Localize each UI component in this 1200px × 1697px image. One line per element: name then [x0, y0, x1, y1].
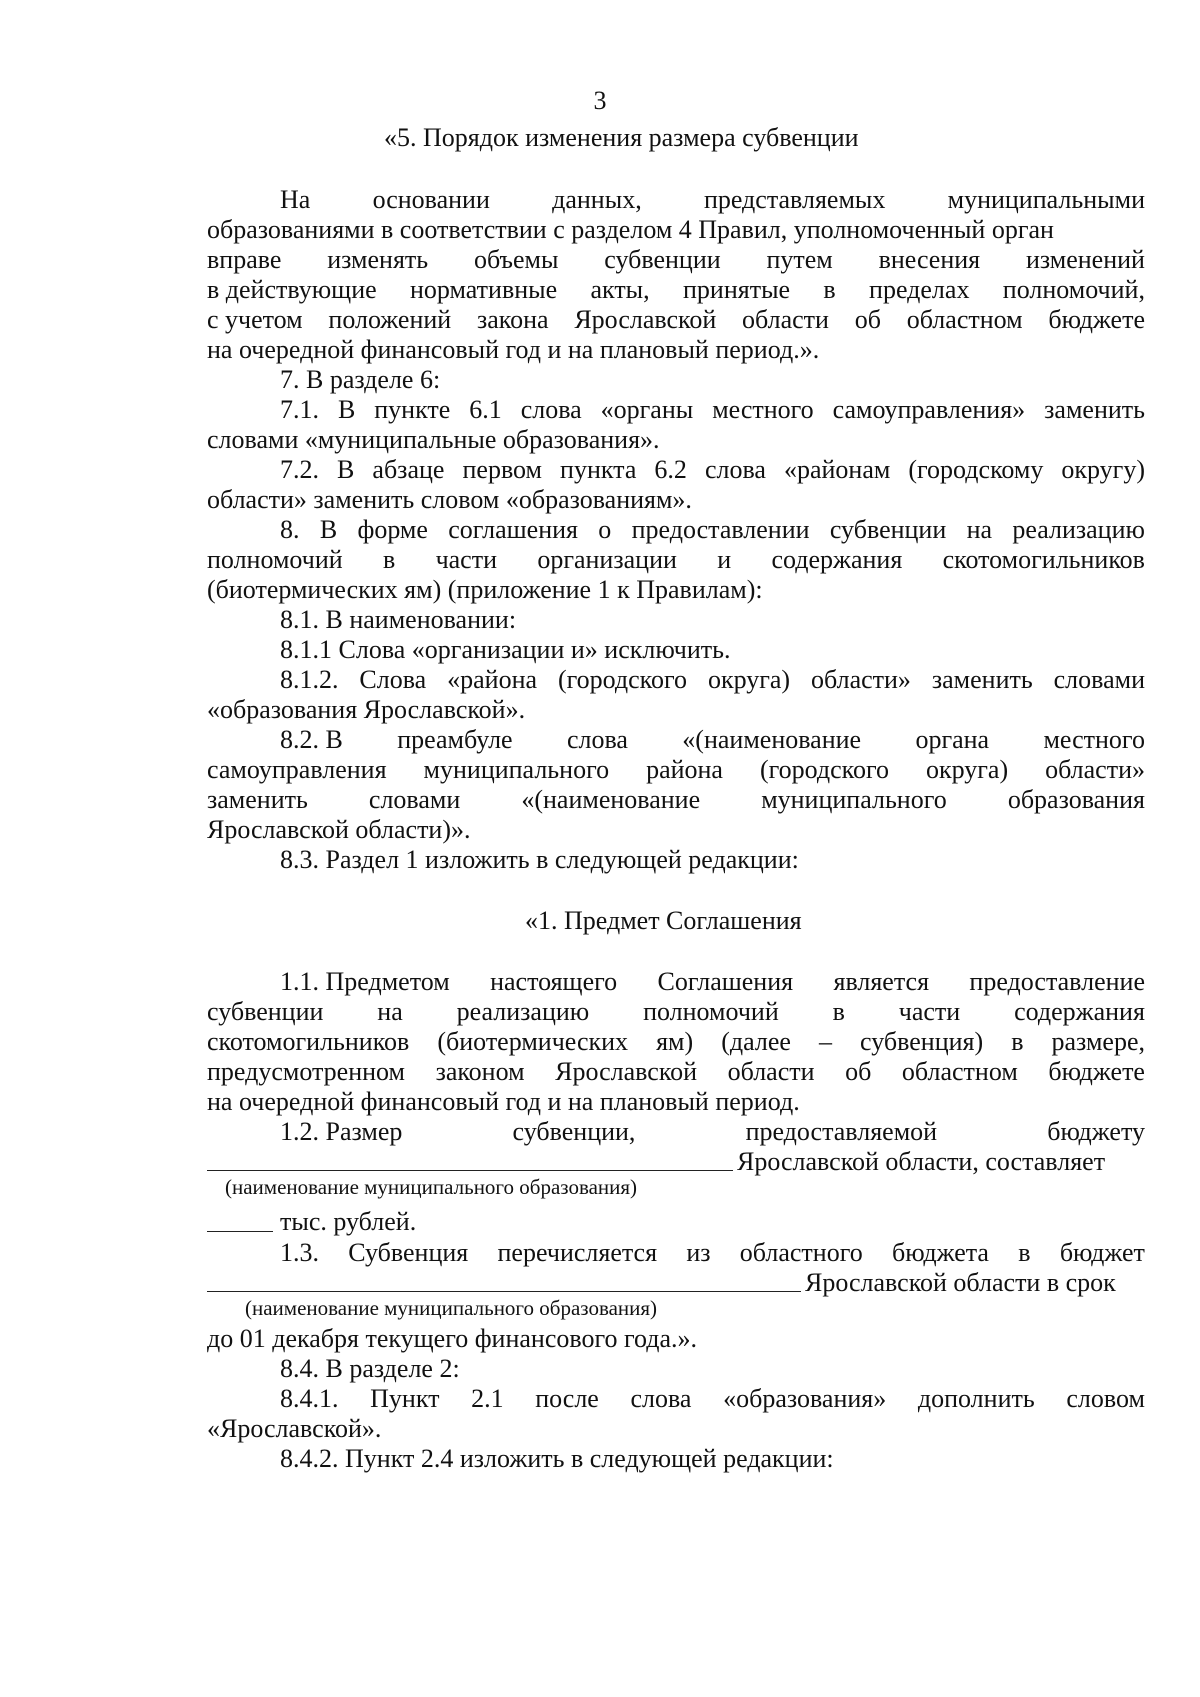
word: пределах	[869, 275, 970, 304]
agreement-heading: «1. Предмет Соглашения	[525, 906, 802, 935]
word: в	[1018, 1238, 1031, 1267]
word: изменений	[1025, 245, 1145, 274]
word: Субвенция	[348, 1238, 469, 1267]
word: скотомогильников	[942, 545, 1145, 574]
justified-line	[280, 513, 1145, 546]
word: Слова	[359, 665, 427, 694]
word: «органы	[600, 395, 694, 424]
word: предоставление	[969, 967, 1145, 996]
word: округу)	[1061, 455, 1145, 484]
word: –	[818, 1027, 832, 1056]
word: настоящего	[490, 967, 618, 996]
word: объемы	[473, 245, 559, 274]
text-line: Ярославской области)».	[207, 815, 471, 844]
word: субвенция)	[860, 1027, 984, 1056]
text-line: 8.1.1 Слова «организации и» исключить.	[280, 635, 731, 664]
word: из	[686, 1238, 711, 1267]
word: представляемых	[703, 185, 886, 214]
word: заменить	[931, 665, 1033, 694]
justified-line	[207, 243, 1145, 276]
word: В	[337, 395, 356, 424]
word: путем	[766, 245, 833, 274]
word: размере,	[1051, 1027, 1145, 1056]
word: положений	[328, 305, 452, 334]
word: на	[377, 997, 403, 1026]
word: организации	[537, 545, 677, 574]
word: преамбуле	[397, 725, 513, 754]
word: субвенции	[829, 515, 947, 544]
word: «районам	[783, 455, 891, 484]
word: полномочий	[207, 545, 343, 574]
justified-line	[280, 453, 1145, 486]
word: содержания	[771, 545, 903, 574]
word: 7.2.	[280, 455, 319, 484]
word: местного	[1043, 725, 1145, 754]
word: самоуправления»	[832, 395, 1026, 424]
word: слова	[704, 455, 766, 484]
justified-line	[280, 1382, 1145, 1415]
word: полномочий	[643, 997, 779, 1026]
word: об	[845, 1057, 872, 1086]
justified-line	[280, 393, 1145, 426]
word: дополнить	[917, 1384, 1035, 1413]
item-title: 7. В разделе 6:	[280, 365, 441, 394]
word: и	[717, 545, 732, 574]
justified-line	[207, 543, 1145, 576]
word: Соглашения	[657, 967, 794, 996]
text-line: «Ярославской».	[207, 1414, 382, 1443]
text-line: Ярославской области в срок	[805, 1268, 1116, 1297]
justified-line	[207, 753, 1145, 786]
justified-line	[280, 1115, 1145, 1148]
word: На	[280, 185, 311, 214]
word: муниципального	[423, 755, 610, 784]
justified-line	[207, 303, 1145, 336]
word: акты,	[590, 275, 650, 304]
word: субвенции	[207, 997, 324, 1026]
justified-line	[280, 183, 1145, 216]
word: части	[898, 997, 961, 1026]
justified-line	[280, 723, 1145, 756]
word: 8.4.1.	[280, 1384, 339, 1413]
word: области	[727, 1057, 815, 1086]
word: перечисляется	[497, 1238, 658, 1267]
word: после	[535, 1384, 599, 1413]
word: 8.2. В	[280, 725, 343, 754]
word: Ярославской	[555, 1057, 698, 1086]
word: субвенции	[604, 245, 721, 274]
text-line: словами «муниципальные образования».	[207, 425, 660, 454]
word: реализацию	[456, 997, 590, 1026]
text-line: до 01 декабря текущего финансового года.».	[207, 1324, 698, 1353]
word: слова	[520, 395, 582, 424]
word: «района	[447, 665, 538, 694]
text-line: «образования Ярославской».	[207, 695, 526, 724]
word: 7.1.	[280, 395, 319, 424]
word: (биотермических	[437, 1027, 629, 1056]
word: содержания	[1014, 997, 1145, 1026]
word: областном	[901, 1057, 1018, 1086]
word: пункта	[560, 455, 637, 484]
word: является	[833, 967, 930, 996]
text-line: 8.3. Раздел 1 изложить в следующей редакции:	[280, 845, 799, 874]
word: нормативные	[410, 275, 558, 304]
word: скотомогильников	[207, 1027, 410, 1056]
justified-line	[280, 965, 1145, 998]
text-line: Ярославской области, составляет	[737, 1147, 1106, 1176]
word: полномочий,	[1002, 275, 1145, 304]
caption: (наименование муниципального образования)	[225, 1175, 638, 1199]
word: бюджете	[1048, 305, 1145, 334]
text-line: на очередной финансовый год и на плановый период.».	[207, 335, 820, 364]
word: 6.1	[469, 395, 502, 424]
caption: (наименование муниципального образования)	[245, 1296, 658, 1320]
word: области»	[1045, 755, 1145, 784]
word: с учетом	[207, 305, 303, 334]
word: в	[1011, 1027, 1024, 1056]
word: муниципального	[761, 785, 947, 814]
word: в	[382, 545, 396, 574]
word: предоставлении	[631, 515, 810, 544]
word: округа)	[925, 755, 1009, 784]
word: принятые	[683, 275, 791, 304]
justified-line	[207, 1025, 1145, 1058]
word: бюджета	[892, 1238, 989, 1267]
text-line: 8.1. В наименовании:	[280, 605, 517, 634]
word: 8.	[280, 515, 300, 544]
word: области	[742, 305, 829, 334]
word: субвенции,	[512, 1117, 636, 1146]
word: предусмотренном	[207, 1057, 405, 1086]
word: основании	[372, 185, 490, 214]
word: 1.1. Предметом	[280, 967, 450, 996]
justified-line	[207, 783, 1145, 816]
word: слова	[566, 725, 628, 754]
word: на	[966, 515, 993, 544]
justified-line	[280, 663, 1145, 696]
text-line: на очередной финансовый год и на плановый период.	[207, 1087, 800, 1116]
word: самоуправления	[207, 755, 387, 784]
justified-line	[207, 1055, 1145, 1088]
text-line: области» заменить словом «образованиям».	[207, 485, 692, 514]
word: (далее	[721, 1027, 791, 1056]
text-line: (биотермических ям) (приложение 1 к Правилам):	[207, 575, 763, 604]
fill-in-blank-line	[207, 1231, 273, 1232]
word: вправе	[207, 245, 282, 274]
word: 1.3.	[280, 1238, 319, 1267]
word: области»	[811, 665, 911, 694]
word: местного	[712, 395, 814, 424]
word: пункте	[374, 395, 451, 424]
word: (городскому	[908, 455, 1044, 484]
word: изменять	[327, 245, 429, 274]
word: соглашения	[448, 515, 578, 544]
word: «(наименование	[682, 725, 862, 754]
word: (городского	[557, 665, 688, 694]
word: абзаце	[372, 455, 445, 484]
fill-in-blank-line	[207, 1291, 801, 1292]
justified-line	[207, 273, 1145, 306]
text-line: 8.4.2. Пункт 2.4 изложить в следующей редакции:	[280, 1444, 834, 1473]
word: законом	[435, 1057, 525, 1086]
word: внесения	[878, 245, 981, 274]
justified-line	[207, 995, 1145, 1028]
word: органа	[915, 725, 990, 754]
word: части	[435, 545, 497, 574]
word: в	[832, 997, 845, 1026]
text-line: образованиями в соответствии с разделом 4 Правил, уполномоченный орган	[207, 215, 1054, 244]
word: реализацию	[1012, 515, 1145, 544]
text-line: тыс. рублей.	[280, 1207, 417, 1236]
word: словом	[1066, 1384, 1145, 1413]
word: ям)	[656, 1027, 694, 1056]
word: В	[319, 515, 338, 544]
word: В	[337, 455, 355, 484]
word: слова	[630, 1384, 692, 1413]
word: 2.1	[471, 1384, 504, 1413]
word: заменить	[1044, 395, 1145, 424]
word: «образования»	[723, 1384, 887, 1413]
fill-in-blank-line	[207, 1170, 733, 1171]
word: образования	[1007, 785, 1145, 814]
word: в	[823, 275, 836, 304]
word: 8.1.2.	[280, 665, 339, 694]
word: об	[854, 305, 881, 334]
word: областного	[739, 1238, 863, 1267]
word: заменить	[207, 785, 308, 814]
item-title: 8.4. В разделе 2:	[280, 1354, 460, 1383]
word: Пункт	[370, 1384, 440, 1413]
word: в действующие	[207, 275, 377, 304]
word: 1.2. Размер	[280, 1117, 403, 1146]
word: 6.2	[654, 455, 687, 484]
word: Ярославской	[574, 305, 717, 334]
word: закона	[476, 305, 549, 334]
word: «(наименование	[521, 785, 701, 814]
word: форме	[357, 515, 428, 544]
word: бюджету	[1047, 1117, 1145, 1146]
word: предоставляемой	[745, 1117, 938, 1146]
justified-line	[280, 1236, 1145, 1269]
word: словами	[368, 785, 461, 814]
word: бюджет	[1059, 1238, 1145, 1267]
page-number: 3	[593, 86, 607, 115]
word: бюджете	[1048, 1057, 1145, 1086]
word: округа)	[707, 665, 791, 694]
word: первом	[462, 455, 542, 484]
word: (городского	[759, 755, 889, 784]
section-heading: «5. Порядок изменения размера субвенции	[384, 123, 859, 152]
word: областном	[906, 305, 1023, 334]
word: района	[646, 755, 723, 784]
word: муниципальными	[947, 185, 1145, 214]
word: о	[598, 515, 612, 544]
word: данных,	[552, 185, 642, 214]
word: словами	[1053, 665, 1145, 694]
